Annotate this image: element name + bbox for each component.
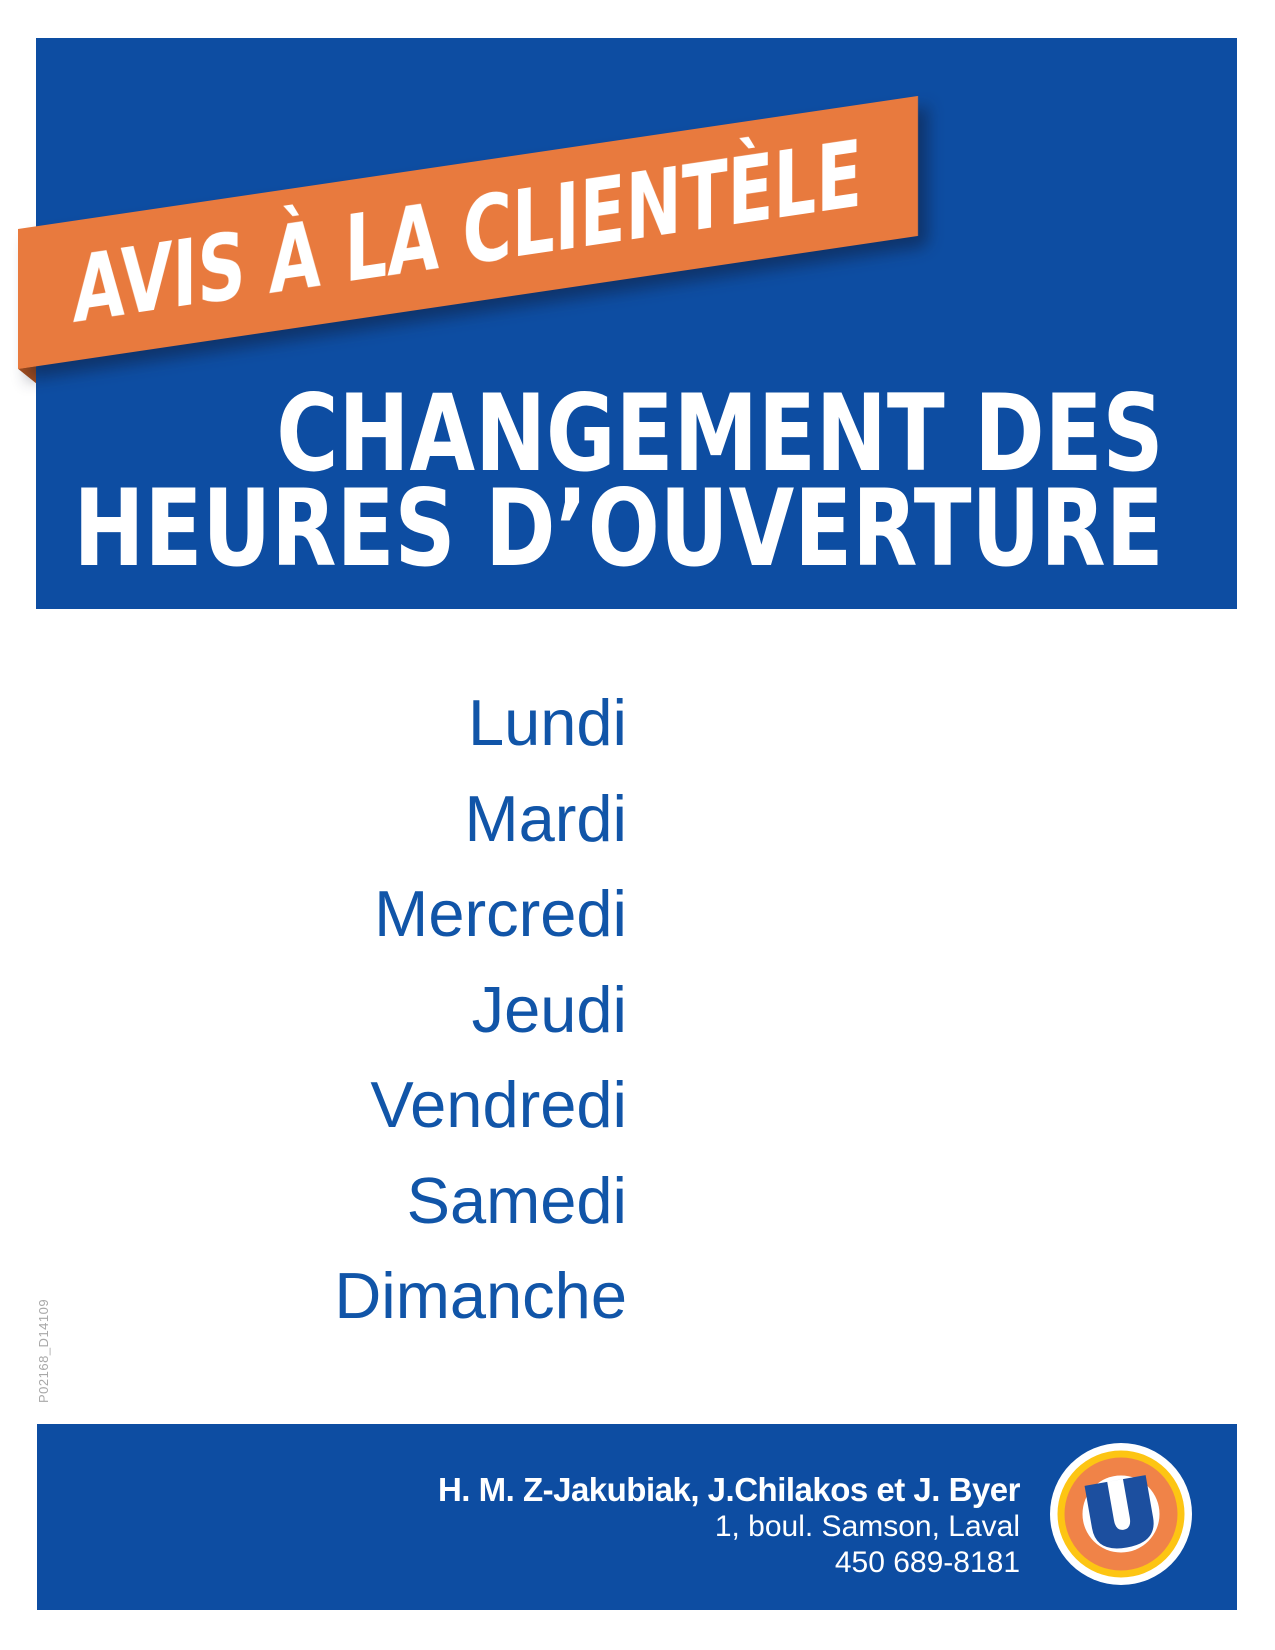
ribbon-fold-corner [18,366,37,384]
print-code: P02168_D14109 [36,1298,51,1403]
uniprix-logo-icon [1050,1443,1192,1585]
weekday-wednesday: Mercredi [374,877,627,950]
poster-title-line2: HEURES D’OUVERTURE [73,467,1164,590]
pharmacist-names: H. M. Z-Jakubiak, J.Chilakos et J. Byer [437,1471,1020,1508]
footer-contact-block [438,1471,1020,1581]
weekday-friday: Vendredi [370,1068,627,1141]
ribbon-label: AVIS À LA CLIENTÈLE [73,120,863,344]
poster-title [73,372,1165,590]
weekday-thursday: Jeudi [471,972,627,1046]
weekday-sunday: Dimanche [334,1259,627,1332]
store-address: 1, boul. Samson, Laval [714,1510,1020,1543]
weekday-monday: Lundi [467,686,627,759]
weekday-tuesday: Mardi [464,781,627,855]
poster-title-line1: CHANGEMENT DES [276,372,1165,495]
weekday-saturday: Samedi [406,1163,627,1237]
weekday-list [334,675,627,1344]
store-phone: 450 689-8181 [834,1546,1020,1579]
